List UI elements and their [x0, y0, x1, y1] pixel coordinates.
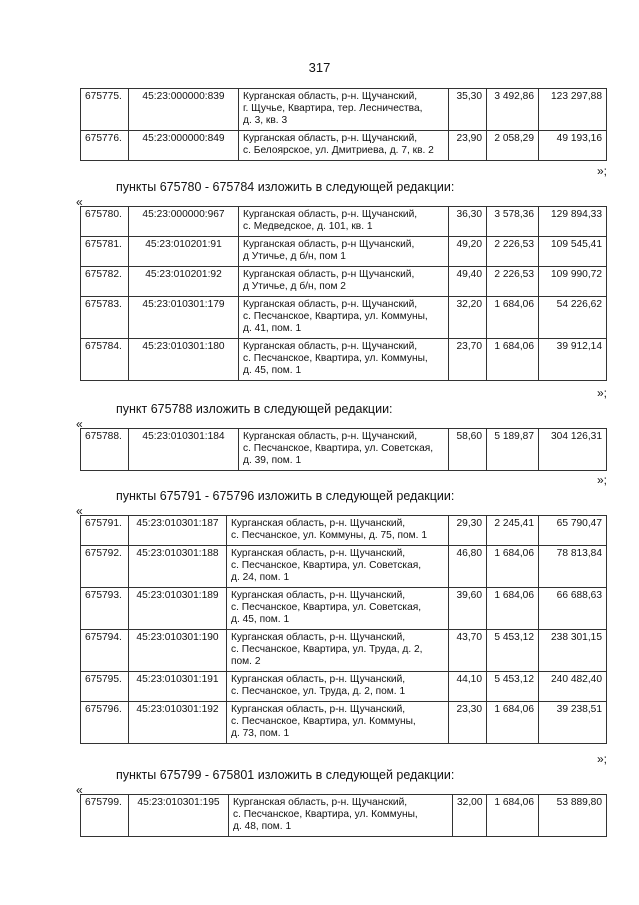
area-value: 32,00	[453, 795, 487, 837]
address-line: Курганская область, р-н. Щучанский,	[233, 797, 408, 808]
address-line: Курганская область, р-н Щучанский,	[243, 269, 415, 280]
total-value: 66 688,63	[539, 588, 607, 630]
address-line: Курганская область, р-н. Щучанский,	[231, 632, 406, 643]
area-value: 49,20	[449, 237, 487, 267]
cadastral-number: 45:23:000000:849	[129, 131, 239, 161]
table-row	[81, 672, 607, 702]
table-row	[81, 207, 607, 237]
total-value: 54 226,62	[539, 297, 607, 339]
address	[227, 546, 449, 588]
address-line: Курганская область, р-н. Щучанский,	[231, 548, 406, 559]
area-value: 44,10	[449, 672, 487, 702]
address-line: д Утичье, д б/н, пом 2	[243, 281, 346, 292]
total-value: 240 482,40	[539, 672, 607, 702]
address	[227, 672, 449, 702]
unit-price: 5 453,12	[487, 630, 539, 672]
section-heading: пункты 675799 - 675801 изложить в следующей редакции:	[116, 768, 455, 782]
row-number: 675795.	[81, 672, 129, 702]
table-row	[81, 297, 607, 339]
cadastral-number: 45:23:010301:195	[129, 795, 229, 837]
address-line: с. Песчанское, Квартира, ул. Коммуны,	[243, 353, 428, 364]
area-value: 23,30	[449, 702, 487, 744]
total-value: 123 297,88	[539, 89, 607, 131]
address	[239, 207, 449, 237]
address-line: с. Медведское, д. 101, кв. 1	[243, 221, 373, 232]
address	[229, 795, 453, 837]
address	[227, 588, 449, 630]
address-line: с. Песчанское, Квартира, ул. Советская,	[231, 602, 422, 613]
total-value: 39 238,51	[539, 702, 607, 744]
cadastral-number: 45:23:010301:190	[129, 630, 227, 672]
section-heading: пункт 675788 изложить в следующей редакции:	[116, 402, 393, 416]
address-line: с. Песчанское, Квартира, ул. Советская,	[243, 443, 434, 454]
opening-quote: «	[76, 504, 83, 518]
unit-price: 2 058,29	[487, 131, 539, 161]
address-line: д. 3, кв. 3	[243, 115, 288, 126]
row-number: 675793.	[81, 588, 129, 630]
property-table	[80, 794, 607, 837]
area-value: 23,70	[449, 339, 487, 381]
unit-price: 2 226,53	[487, 237, 539, 267]
table-row	[81, 546, 607, 588]
address-line: д. 45, пом. 1	[231, 614, 290, 625]
unit-price: 1 684,06	[487, 339, 539, 381]
table-row	[81, 339, 607, 381]
closing-quote: »;	[597, 752, 608, 766]
table-row	[81, 89, 607, 131]
cadastral-number: 45:23:010301:191	[129, 672, 227, 702]
address-line: с. Песчанское, Квартира, ул. Коммуны,	[243, 311, 428, 322]
address-line: Курганская область, р-н. Щучанский,	[243, 91, 418, 102]
table-row	[81, 131, 607, 161]
address-line: с. Песчанское, Квартира, ул. Советская,	[231, 560, 422, 571]
area-value: 29,30	[449, 516, 487, 546]
address-line: с. Песчанское, Квартира, ул. Коммуны,	[231, 716, 416, 727]
total-value: 49 193,16	[539, 131, 607, 161]
row-number: 675791.	[81, 516, 129, 546]
unit-price: 1 684,06	[487, 297, 539, 339]
total-value: 65 790,47	[539, 516, 607, 546]
unit-price: 5 453,12	[487, 672, 539, 702]
table-row	[81, 516, 607, 546]
table-row	[81, 267, 607, 297]
address-line: с. Песчанское, Квартира, ул. Труда, д. 2,	[231, 644, 423, 655]
table-row	[81, 429, 607, 471]
table-section-3	[80, 515, 607, 744]
address-line: Курганская область, р-н. Щучанский,	[231, 590, 406, 601]
cadastral-number: 45:23:010201:92	[129, 267, 239, 297]
cadastral-number: 45:23:000000:967	[129, 207, 239, 237]
address-line: Курганская область, р-н. Щучанский,	[243, 341, 418, 352]
total-value: 109 545,41	[539, 237, 607, 267]
address	[239, 297, 449, 339]
opening-quote: «	[76, 417, 83, 431]
page-number: 317	[308, 60, 331, 75]
table-section-4	[80, 794, 607, 837]
cadastral-number: 45:23:010301:187	[129, 516, 227, 546]
address	[227, 516, 449, 546]
unit-price: 1 684,06	[487, 588, 539, 630]
table-row	[81, 237, 607, 267]
address-line: Курганская область, р-н. Щучанский,	[243, 133, 418, 144]
section-heading: пункты 675780 - 675784 изложить в следующей редакции:	[116, 180, 455, 194]
address-line: с. Песчанское, ул. Коммуны, д. 75, пом. 1	[231, 530, 427, 541]
area-value: 46,80	[449, 546, 487, 588]
address	[227, 702, 449, 744]
row-number: 675780.	[81, 207, 129, 237]
table-row	[81, 588, 607, 630]
area-value: 23,90	[449, 131, 487, 161]
closing-quote: »;	[597, 473, 608, 487]
unit-price: 3 578,36	[487, 207, 539, 237]
address-line: Курганская область, р-н. Щучанский,	[231, 674, 406, 685]
table-row	[81, 702, 607, 744]
cadastral-number: 45:23:010301:192	[129, 702, 227, 744]
address-line: Курганская область, р-н. Щучанский,	[231, 518, 406, 529]
row-number: 675796.	[81, 702, 129, 744]
table-section-2	[80, 428, 607, 471]
address-line: д. 45, пом. 1	[243, 365, 302, 376]
row-number: 675782.	[81, 267, 129, 297]
address-line: Курганская область, р-н. Щучанский,	[243, 209, 418, 220]
unit-price: 2 226,53	[487, 267, 539, 297]
row-number: 675781.	[81, 237, 129, 267]
row-number: 675776.	[81, 131, 129, 161]
unit-price: 5 189,87	[487, 429, 539, 471]
address-line: Курганская область, р-н. Щучанский,	[243, 299, 418, 310]
row-number: 675788.	[81, 429, 129, 471]
address-line: д. 24, пом. 1	[231, 572, 290, 583]
closing-quote: »;	[597, 164, 608, 178]
property-table	[80, 428, 607, 471]
address-line: д. 73, пом. 1	[231, 728, 290, 739]
address-line: Курганская область, р-н. Щучанский,	[231, 704, 406, 715]
address	[239, 339, 449, 381]
area-value: 35,30	[449, 89, 487, 131]
table-row	[81, 630, 607, 672]
row-number: 675783.	[81, 297, 129, 339]
address	[227, 630, 449, 672]
address-line: д Утичье, д б/н, пом 1	[243, 251, 346, 262]
closing-quote: »;	[597, 386, 608, 400]
property-table	[80, 88, 607, 161]
section-heading: пункты 675791 - 675796 изложить в следующей редакции:	[116, 489, 455, 503]
address	[239, 131, 449, 161]
cadastral-number: 45:23:010201:91	[129, 237, 239, 267]
row-number: 675799.	[81, 795, 129, 837]
unit-price: 2 245,41	[487, 516, 539, 546]
cadastral-number: 45:23:010301:189	[129, 588, 227, 630]
cadastral-number: 45:23:010301:179	[129, 297, 239, 339]
table-row	[81, 795, 607, 837]
total-value: 39 912,14	[539, 339, 607, 381]
total-value: 109 990,72	[539, 267, 607, 297]
row-number: 675794.	[81, 630, 129, 672]
property-table	[80, 206, 607, 381]
address-line: г. Щучье, Квартира, тер. Лесничества,	[243, 103, 423, 114]
area-value: 58,60	[449, 429, 487, 471]
cadastral-number: 45:23:000000:839	[129, 89, 239, 131]
area-value: 39,60	[449, 588, 487, 630]
address	[239, 89, 449, 131]
address-line: пом. 2	[231, 656, 261, 667]
total-value: 129 894,33	[539, 207, 607, 237]
row-number: 675784.	[81, 339, 129, 381]
total-value: 53 889,80	[539, 795, 607, 837]
address	[239, 267, 449, 297]
address-line: Курганская область, р-н Щучанский,	[243, 239, 415, 250]
opening-quote: «	[76, 783, 83, 797]
address-line: д. 48, пом. 1	[233, 821, 292, 832]
cadastral-number: 45:23:010301:184	[129, 429, 239, 471]
address-line: д. 41, пом. 1	[243, 323, 302, 334]
unit-price: 1 684,06	[487, 795, 539, 837]
cadastral-number: 45:23:010301:180	[129, 339, 239, 381]
table-section-1	[80, 206, 607, 381]
total-value: 78 813,84	[539, 546, 607, 588]
unit-price: 1 684,06	[487, 702, 539, 744]
total-value: 304 126,31	[539, 429, 607, 471]
address	[239, 429, 449, 471]
address-line: с. Белоярское, ул. Дмитриева, д. 7, кв. 2	[243, 145, 434, 156]
unit-price: 1 684,06	[487, 546, 539, 588]
cadastral-number: 45:23:010301:188	[129, 546, 227, 588]
area-value: 43,70	[449, 630, 487, 672]
row-number: 675775.	[81, 89, 129, 131]
area-value: 49,40	[449, 267, 487, 297]
address-line: Курганская область, р-н. Щучанский,	[243, 431, 418, 442]
address	[239, 237, 449, 267]
property-table	[80, 515, 607, 744]
opening-quote: «	[76, 195, 83, 209]
row-number: 675792.	[81, 546, 129, 588]
address-line: с. Песчанское, ул. Труда, д. 2, пом. 1	[231, 686, 406, 697]
address-line: д. 39, пом. 1	[243, 455, 302, 466]
address-line: с. Песчанское, Квартира, ул. Коммуны,	[233, 809, 418, 820]
total-value: 238 301,15	[539, 630, 607, 672]
area-value: 32,20	[449, 297, 487, 339]
unit-price: 3 492,86	[487, 89, 539, 131]
area-value: 36,30	[449, 207, 487, 237]
table-section-0	[80, 88, 607, 161]
